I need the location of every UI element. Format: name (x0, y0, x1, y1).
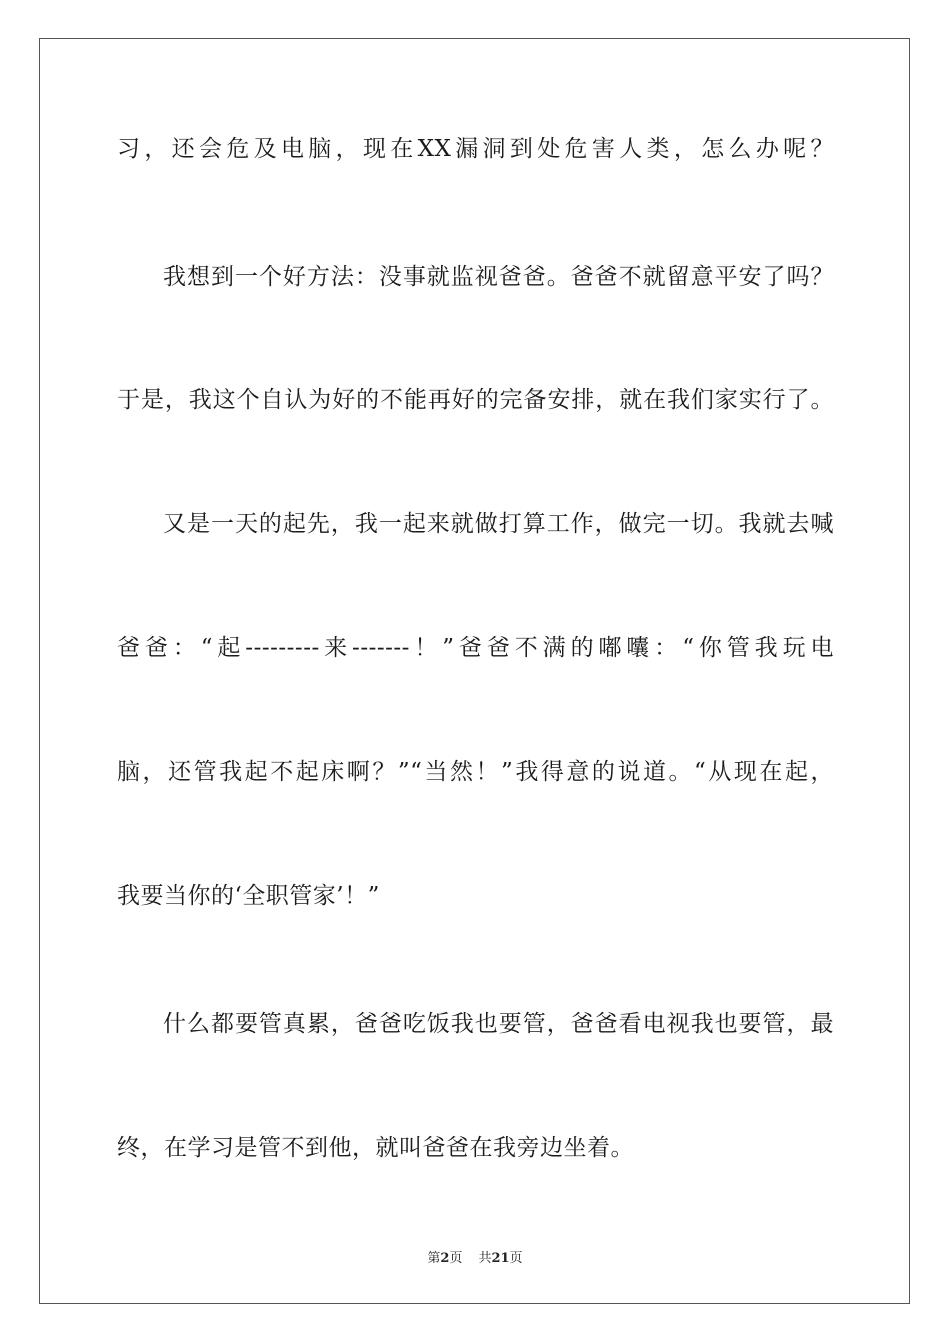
footer-page-suffix: 页 (449, 1251, 463, 1266)
text-line-2: 我想到一个好方法：没事就监视爸爸。爸爸不就留意平安了吗？ (163, 264, 834, 290)
footer-total-prefix: 共 (478, 1251, 492, 1266)
footer-total-suffix: 页 (509, 1251, 523, 1266)
text-line-1: 习，还会危及电脑，现在XX漏洞到处危害人类，怎么办呢？ (117, 136, 834, 162)
footer-page-prefix: 第 (427, 1251, 441, 1266)
footer-total-number: 21 (491, 1251, 510, 1266)
footer-page-number: 2 (440, 1251, 450, 1266)
text-line-9: 终，在学习是管不到他，就叫爸爸在我旁边坐着。 (117, 1135, 634, 1161)
text-line-5: 爸爸：“起---------来-------！”爸爸不满的嘟囔：“你管我玩电 (117, 635, 834, 661)
page-footer (0, 1247, 950, 1266)
text-line-7: 我要当你的‘全职管家’！” (117, 883, 380, 909)
text-line-8: 什么都要管真累，爸爸吃饭我也要管，爸爸看电视我也要管，最 (163, 1011, 834, 1037)
text-line-3: 于是，我这个自认为好的不能再好的完备安排，就在我们家实行了。 (117, 387, 834, 413)
page-frame (39, 38, 910, 1304)
text-line-6: 脑，还管我起不起床啊？”“当然！”我得意的说道。“从现在起， (117, 759, 834, 785)
text-line-4: 又是一天的起先，我一起来就做打算工作，做完一切。我就去喊 (163, 511, 834, 537)
